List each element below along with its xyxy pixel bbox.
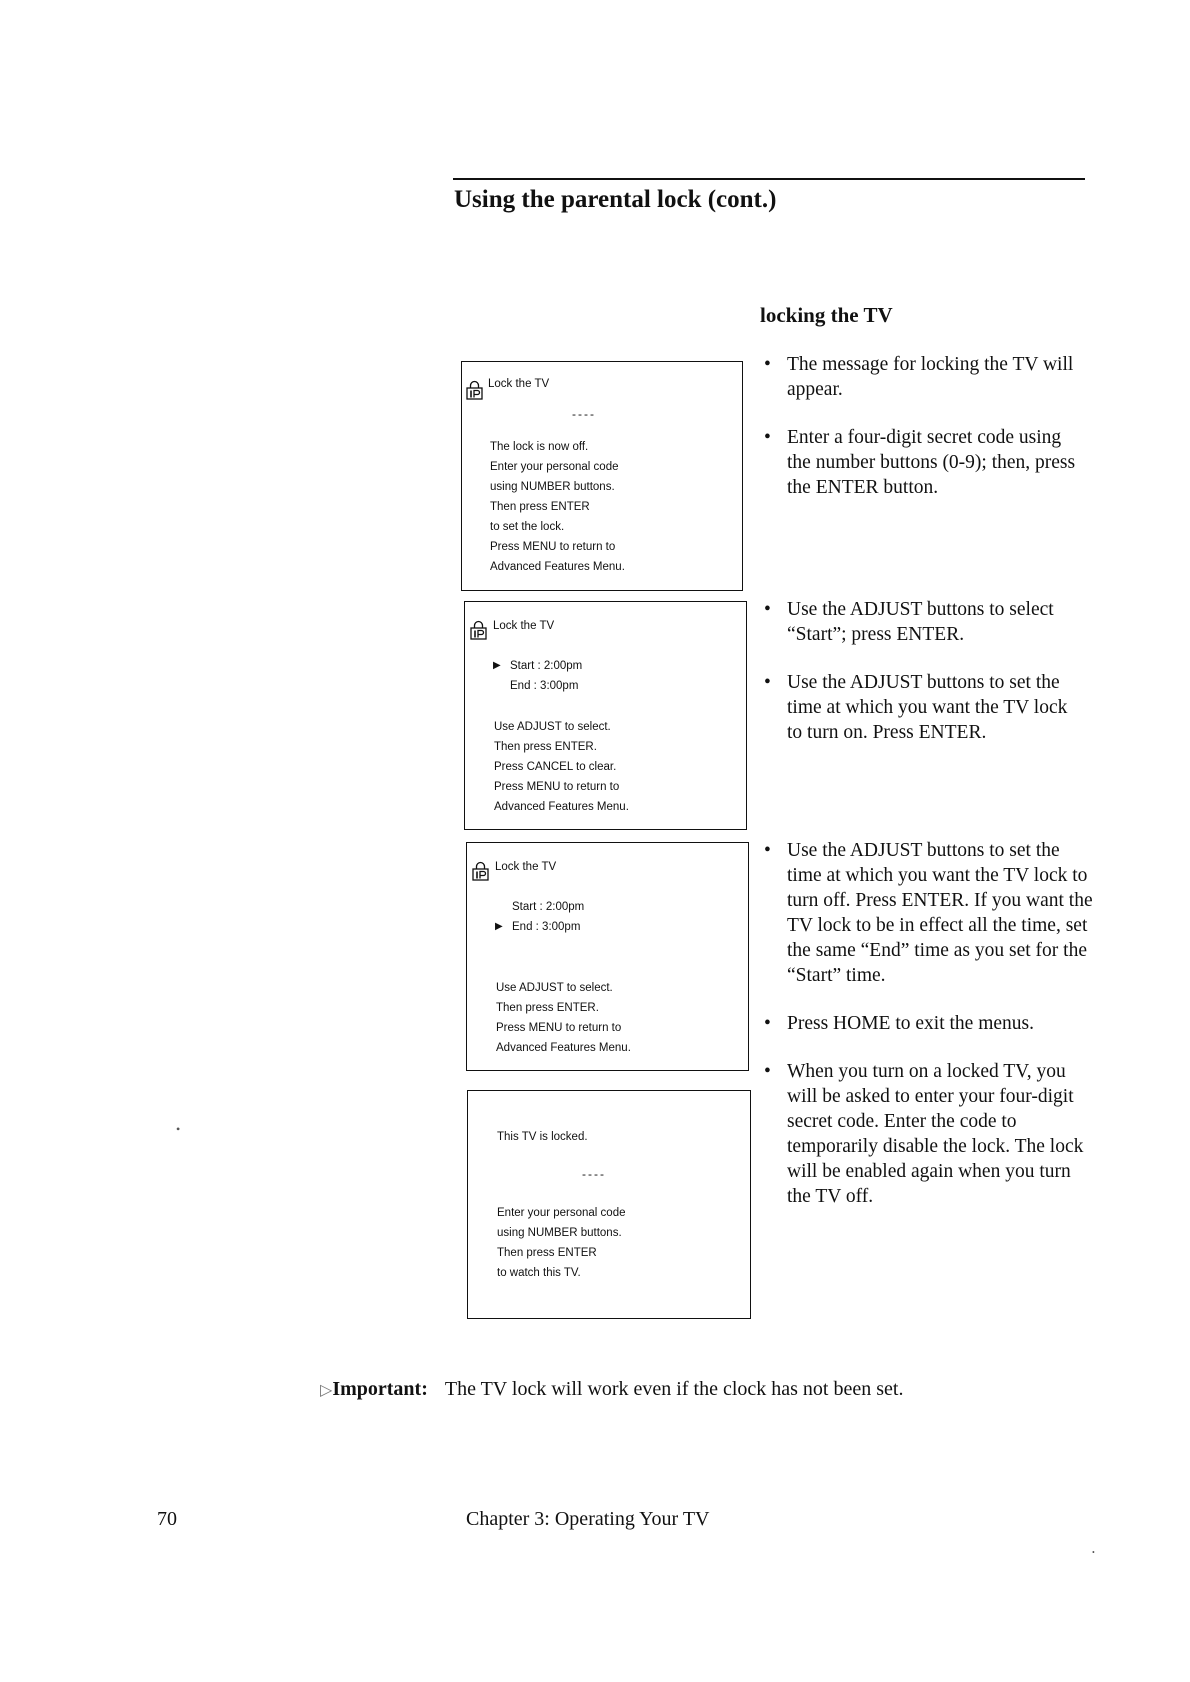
locked-message: This TV is locked.	[497, 1131, 588, 1143]
screen-line: Press MENU to return to	[490, 541, 616, 553]
screen-tv-locked	[467, 1090, 751, 1319]
screen-line: Press MENU to return to	[494, 781, 620, 793]
screen-line: Use ADJUST to select.	[496, 982, 613, 994]
screen-line: Use ADJUST to select.	[494, 721, 611, 733]
end-time: End : 3:00pm	[512, 921, 581, 933]
screen-header: Lock the TV	[493, 620, 555, 632]
screen-line: Then press ENTER.	[494, 741, 597, 753]
page-number: 70	[157, 1508, 177, 1530]
screen-line: Then press ENTER	[490, 501, 590, 513]
screen-line: Press CANCEL to clear.	[494, 761, 617, 773]
selection-pointer-icon: ▶	[495, 921, 503, 932]
screen-lock-code-entry	[461, 361, 743, 591]
start-time: Start : 2:00pm	[510, 660, 583, 672]
screen-line: Enter your personal code	[490, 461, 619, 473]
important-text: The TV lock will work even if the clock has not been set.	[444, 1378, 904, 1400]
instructions-group-3	[760, 838, 1098, 1209]
instructions-group-1	[760, 352, 1088, 500]
screen-header: Lock the TV	[495, 861, 557, 873]
title-rule	[453, 178, 1085, 180]
instruction-item: • Use the ADJUST buttons to set the time at which you want the TV lock to turn on. Press ENTER.	[764, 672, 1068, 743]
instructions-group-2	[760, 597, 1085, 745]
screen-line: Advanced Features Menu.	[490, 561, 625, 573]
screen-line: to set the lock.	[490, 521, 565, 533]
code-dashes: ----	[572, 407, 596, 421]
scan-speck: •	[176, 1122, 181, 1136]
screen-line: Advanced Features Menu.	[496, 1042, 631, 1054]
start-time: Start : 2:00pm	[512, 901, 585, 913]
screen-line: Advanced Features Menu.	[494, 801, 629, 813]
screen-line: to watch this TV.	[497, 1267, 581, 1279]
end-time: End : 3:00pm	[510, 680, 579, 692]
selection-pointer-icon: ▶	[493, 660, 501, 671]
instruction-item: • The message for locking the TV will appear.	[764, 354, 1074, 400]
screen-set-end-time	[466, 842, 749, 1071]
section-title: locking the TV	[760, 303, 893, 327]
screen-set-start-time	[464, 601, 747, 830]
screen-line: Then press ENTER.	[496, 1002, 599, 1014]
parental-lock-icon	[472, 861, 489, 881]
instruction-item: • Enter a four-digit secret code using the number buttons (0-9); then, press the ENTER button.	[764, 427, 1076, 498]
note-arrow-icon: ▷	[320, 1382, 333, 1399]
screen-header: Lock the TV	[488, 378, 550, 390]
code-dashes: ----	[582, 1167, 606, 1181]
scan-speck: •	[1092, 1548, 1095, 1557]
chapter-title: Chapter 3: Operating Your TV	[466, 1508, 710, 1530]
instruction-item: • Press HOME to exit the menus.	[764, 1013, 1034, 1034]
important-label: Important:	[332, 1378, 428, 1400]
parental-lock-icon	[470, 620, 487, 640]
instruction-item: • Use the ADJUST buttons to set the time at which you want the TV lock to turn off. Press ENTER. If you want the TV lock to be in effect all the time, set the same “End” time as you set for the “Start” time.	[764, 840, 1093, 986]
important-note	[320, 1378, 903, 1401]
screen-line: Enter your personal code	[497, 1207, 626, 1219]
parental-lock-icon	[466, 380, 483, 400]
screen-line: Then press ENTER	[497, 1247, 597, 1259]
screen-line: Press MENU to return to	[496, 1022, 622, 1034]
instruction-item: • When you turn on a locked TV, you will be asked to enter your four-digit secret code. Enter the code to temporarily disable the lock. The lock will be enabled again when you turn the TV off.	[764, 1061, 1084, 1207]
screen-line: The lock is now off.	[490, 441, 589, 453]
screen-line: using NUMBER buttons.	[497, 1227, 622, 1239]
screen-line: using NUMBER buttons.	[490, 481, 615, 493]
instruction-item: • Use the ADJUST buttons to select “Start”; press ENTER.	[764, 599, 1054, 645]
page-title: Using the parental lock (cont.)	[454, 186, 777, 213]
